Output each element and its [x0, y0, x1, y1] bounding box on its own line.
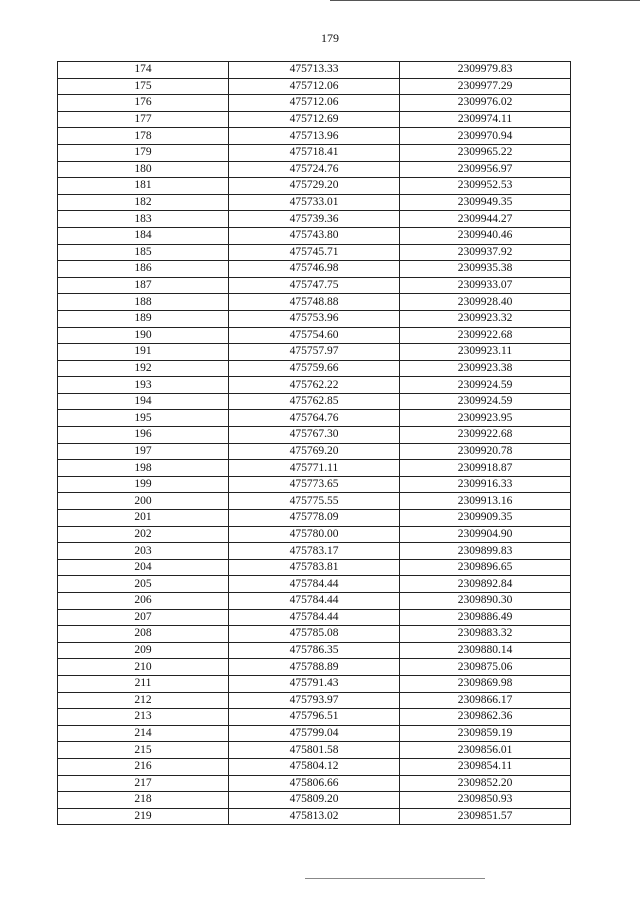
point-number-cell: 216 — [58, 758, 229, 775]
table-row — [58, 742, 571, 759]
y-coordinate-cell: 2309869.98 — [400, 675, 571, 692]
x-coordinate-cell: 475778.09 — [229, 510, 400, 527]
y-coordinate-cell: 2309923.38 — [400, 360, 571, 377]
y-coordinate-cell: 2309883.32 — [400, 626, 571, 643]
x-coordinate-cell: 475764.76 — [229, 410, 400, 427]
y-coordinate-cell: 2309974.11 — [400, 111, 571, 128]
x-coordinate-cell: 475713.96 — [229, 128, 400, 145]
point-number-cell: 176 — [58, 95, 229, 112]
table-row — [58, 808, 571, 825]
point-number-cell: 183 — [58, 211, 229, 228]
bottom-edge-rule — [305, 878, 485, 879]
y-coordinate-cell: 2309920.78 — [400, 443, 571, 460]
y-coordinate-cell: 2309890.30 — [400, 593, 571, 610]
point-number-cell: 211 — [58, 675, 229, 692]
table-row — [58, 327, 571, 344]
point-number-cell: 213 — [58, 709, 229, 726]
point-number-cell: 210 — [58, 659, 229, 676]
x-coordinate-cell: 475733.01 — [229, 194, 400, 211]
y-coordinate-cell: 2309940.46 — [400, 227, 571, 244]
point-number-cell: 193 — [58, 377, 229, 394]
y-coordinate-cell: 2309904.90 — [400, 526, 571, 543]
table-row — [58, 95, 571, 112]
table-row — [58, 62, 571, 79]
y-coordinate-cell: 2309851.57 — [400, 808, 571, 825]
x-coordinate-cell: 475788.89 — [229, 659, 400, 676]
table-row — [58, 244, 571, 261]
table-row — [58, 277, 571, 294]
table-row — [58, 692, 571, 709]
y-coordinate-cell: 2309899.83 — [400, 543, 571, 560]
y-coordinate-cell: 2309923.32 — [400, 310, 571, 327]
table-row — [58, 393, 571, 410]
y-coordinate-cell: 2309956.97 — [400, 161, 571, 178]
x-coordinate-cell: 475712.69 — [229, 111, 400, 128]
table-row — [58, 476, 571, 493]
table-row — [58, 78, 571, 95]
point-number-cell: 205 — [58, 576, 229, 593]
x-coordinate-cell: 475773.65 — [229, 476, 400, 493]
point-number-cell: 180 — [58, 161, 229, 178]
table-row — [58, 576, 571, 593]
point-number-cell: 187 — [58, 277, 229, 294]
point-number-cell: 218 — [58, 792, 229, 809]
y-coordinate-cell: 2309924.59 — [400, 377, 571, 394]
table-row — [58, 609, 571, 626]
page-number: 179 — [321, 31, 339, 45]
table-row — [58, 178, 571, 195]
x-coordinate-cell: 475724.76 — [229, 161, 400, 178]
table-row — [58, 194, 571, 211]
table-row — [58, 427, 571, 444]
x-coordinate-cell: 475729.20 — [229, 178, 400, 195]
table-row — [58, 675, 571, 692]
point-number-cell: 203 — [58, 543, 229, 560]
table-row — [58, 559, 571, 576]
x-coordinate-cell: 475801.58 — [229, 742, 400, 759]
x-coordinate-cell: 475769.20 — [229, 443, 400, 460]
x-coordinate-cell: 475796.51 — [229, 709, 400, 726]
y-coordinate-cell: 2309852.20 — [400, 775, 571, 792]
point-number-cell: 201 — [58, 510, 229, 527]
x-coordinate-cell: 475712.06 — [229, 78, 400, 95]
table-row — [58, 792, 571, 809]
x-coordinate-cell: 475712.06 — [229, 95, 400, 112]
x-coordinate-cell: 475793.97 — [229, 692, 400, 709]
point-number-cell: 208 — [58, 626, 229, 643]
y-coordinate-cell: 2309918.87 — [400, 460, 571, 477]
y-coordinate-cell: 2309866.17 — [400, 692, 571, 709]
x-coordinate-cell: 475791.43 — [229, 675, 400, 692]
point-number-cell: 202 — [58, 526, 229, 543]
y-coordinate-cell: 2309976.02 — [400, 95, 571, 112]
x-coordinate-cell: 475757.97 — [229, 344, 400, 361]
y-coordinate-cell: 2309850.93 — [400, 792, 571, 809]
point-number-cell: 175 — [58, 78, 229, 95]
point-number-cell: 186 — [58, 261, 229, 278]
x-coordinate-cell: 475718.41 — [229, 144, 400, 161]
x-coordinate-cell: 475743.80 — [229, 227, 400, 244]
x-coordinate-cell: 475799.04 — [229, 725, 400, 742]
point-number-cell: 188 — [58, 294, 229, 311]
point-number-cell: 198 — [58, 460, 229, 477]
point-number-cell: 199 — [58, 476, 229, 493]
x-coordinate-cell: 475780.00 — [229, 526, 400, 543]
y-coordinate-cell: 2309862.36 — [400, 709, 571, 726]
point-number-cell: 207 — [58, 609, 229, 626]
table-row — [58, 261, 571, 278]
point-number-cell: 204 — [58, 559, 229, 576]
table-row — [58, 111, 571, 128]
y-coordinate-cell: 2309970.94 — [400, 128, 571, 145]
x-coordinate-cell: 475804.12 — [229, 758, 400, 775]
point-number-cell: 194 — [58, 393, 229, 410]
x-coordinate-cell: 475786.35 — [229, 642, 400, 659]
table-row — [58, 344, 571, 361]
y-coordinate-cell: 2309922.68 — [400, 427, 571, 444]
table-row — [58, 758, 571, 775]
y-coordinate-cell: 2309979.83 — [400, 62, 571, 79]
table-row — [58, 593, 571, 610]
x-coordinate-cell: 475784.44 — [229, 576, 400, 593]
point-number-cell: 181 — [58, 178, 229, 195]
x-coordinate-cell: 475739.36 — [229, 211, 400, 228]
point-number-cell: 196 — [58, 427, 229, 444]
x-coordinate-cell: 475745.71 — [229, 244, 400, 261]
coordinates-table — [57, 61, 571, 825]
x-coordinate-cell: 475783.81 — [229, 559, 400, 576]
point-number-cell: 182 — [58, 194, 229, 211]
point-number-cell: 206 — [58, 593, 229, 610]
point-number-cell: 215 — [58, 742, 229, 759]
y-coordinate-cell: 2309859.19 — [400, 725, 571, 742]
y-coordinate-cell: 2309928.40 — [400, 294, 571, 311]
table-row — [58, 642, 571, 659]
point-number-cell: 190 — [58, 327, 229, 344]
x-coordinate-cell: 475762.85 — [229, 393, 400, 410]
y-coordinate-cell: 2309892.84 — [400, 576, 571, 593]
table-row — [58, 725, 571, 742]
table-row — [58, 493, 571, 510]
point-number-cell: 195 — [58, 410, 229, 427]
point-number-cell: 174 — [58, 62, 229, 79]
y-coordinate-cell: 2309935.38 — [400, 261, 571, 278]
point-number-cell: 219 — [58, 808, 229, 825]
y-coordinate-cell: 2309977.29 — [400, 78, 571, 95]
table-row — [58, 227, 571, 244]
table-row — [58, 377, 571, 394]
point-number-cell: 185 — [58, 244, 229, 261]
x-coordinate-cell: 475771.11 — [229, 460, 400, 477]
x-coordinate-cell: 475784.44 — [229, 609, 400, 626]
y-coordinate-cell: 2309886.49 — [400, 609, 571, 626]
y-coordinate-cell: 2309909.35 — [400, 510, 571, 527]
y-coordinate-cell: 2309922.68 — [400, 327, 571, 344]
y-coordinate-cell: 2309875.06 — [400, 659, 571, 676]
point-number-cell: 184 — [58, 227, 229, 244]
point-number-cell: 177 — [58, 111, 229, 128]
point-number-cell: 191 — [58, 344, 229, 361]
table-row — [58, 659, 571, 676]
x-coordinate-cell: 475753.96 — [229, 310, 400, 327]
y-coordinate-cell: 2309856.01 — [400, 742, 571, 759]
y-coordinate-cell: 2309923.11 — [400, 344, 571, 361]
table-row — [58, 526, 571, 543]
point-number-cell: 209 — [58, 642, 229, 659]
y-coordinate-cell: 2309916.33 — [400, 476, 571, 493]
table-row — [58, 144, 571, 161]
table-row — [58, 294, 571, 311]
y-coordinate-cell: 2309854.11 — [400, 758, 571, 775]
table-row — [58, 460, 571, 477]
x-coordinate-cell: 475747.75 — [229, 277, 400, 294]
table-row — [58, 161, 571, 178]
point-number-cell: 212 — [58, 692, 229, 709]
y-coordinate-cell: 2309952.53 — [400, 178, 571, 195]
y-coordinate-cell: 2309923.95 — [400, 410, 571, 427]
y-coordinate-cell: 2309880.14 — [400, 642, 571, 659]
point-number-cell: 217 — [58, 775, 229, 792]
x-coordinate-cell: 475785.08 — [229, 626, 400, 643]
point-number-cell: 197 — [58, 443, 229, 460]
table-row — [58, 543, 571, 560]
point-number-cell: 200 — [58, 493, 229, 510]
x-coordinate-cell: 475713.33 — [229, 62, 400, 79]
y-coordinate-cell: 2309937.92 — [400, 244, 571, 261]
x-coordinate-cell: 475754.60 — [229, 327, 400, 344]
x-coordinate-cell: 475813.02 — [229, 808, 400, 825]
x-coordinate-cell: 475809.20 — [229, 792, 400, 809]
coordinates-table-body — [58, 62, 571, 825]
y-coordinate-cell: 2309913.16 — [400, 493, 571, 510]
table-row — [58, 410, 571, 427]
x-coordinate-cell: 475767.30 — [229, 427, 400, 444]
y-coordinate-cell: 2309924.59 — [400, 393, 571, 410]
x-coordinate-cell: 475762.22 — [229, 377, 400, 394]
y-coordinate-cell: 2309944.27 — [400, 211, 571, 228]
point-number-cell: 179 — [58, 144, 229, 161]
x-coordinate-cell: 475746.98 — [229, 261, 400, 278]
x-coordinate-cell: 475775.55 — [229, 493, 400, 510]
table-row — [58, 211, 571, 228]
table-row — [58, 128, 571, 145]
table-row — [58, 510, 571, 527]
x-coordinate-cell: 475784.44 — [229, 593, 400, 610]
table-row — [58, 709, 571, 726]
x-coordinate-cell: 475748.88 — [229, 294, 400, 311]
table-row — [58, 775, 571, 792]
top-edge-rule — [330, 0, 640, 1]
point-number-cell: 178 — [58, 128, 229, 145]
table-row — [58, 310, 571, 327]
point-number-cell: 214 — [58, 725, 229, 742]
y-coordinate-cell: 2309949.35 — [400, 194, 571, 211]
table-row — [58, 443, 571, 460]
x-coordinate-cell: 475783.17 — [229, 543, 400, 560]
y-coordinate-cell: 2309933.07 — [400, 277, 571, 294]
table-row — [58, 360, 571, 377]
y-coordinate-cell: 2309896.65 — [400, 559, 571, 576]
x-coordinate-cell: 475759.66 — [229, 360, 400, 377]
y-coordinate-cell: 2309965.22 — [400, 144, 571, 161]
point-number-cell: 189 — [58, 310, 229, 327]
x-coordinate-cell: 475806.66 — [229, 775, 400, 792]
table-row — [58, 626, 571, 643]
point-number-cell: 192 — [58, 360, 229, 377]
